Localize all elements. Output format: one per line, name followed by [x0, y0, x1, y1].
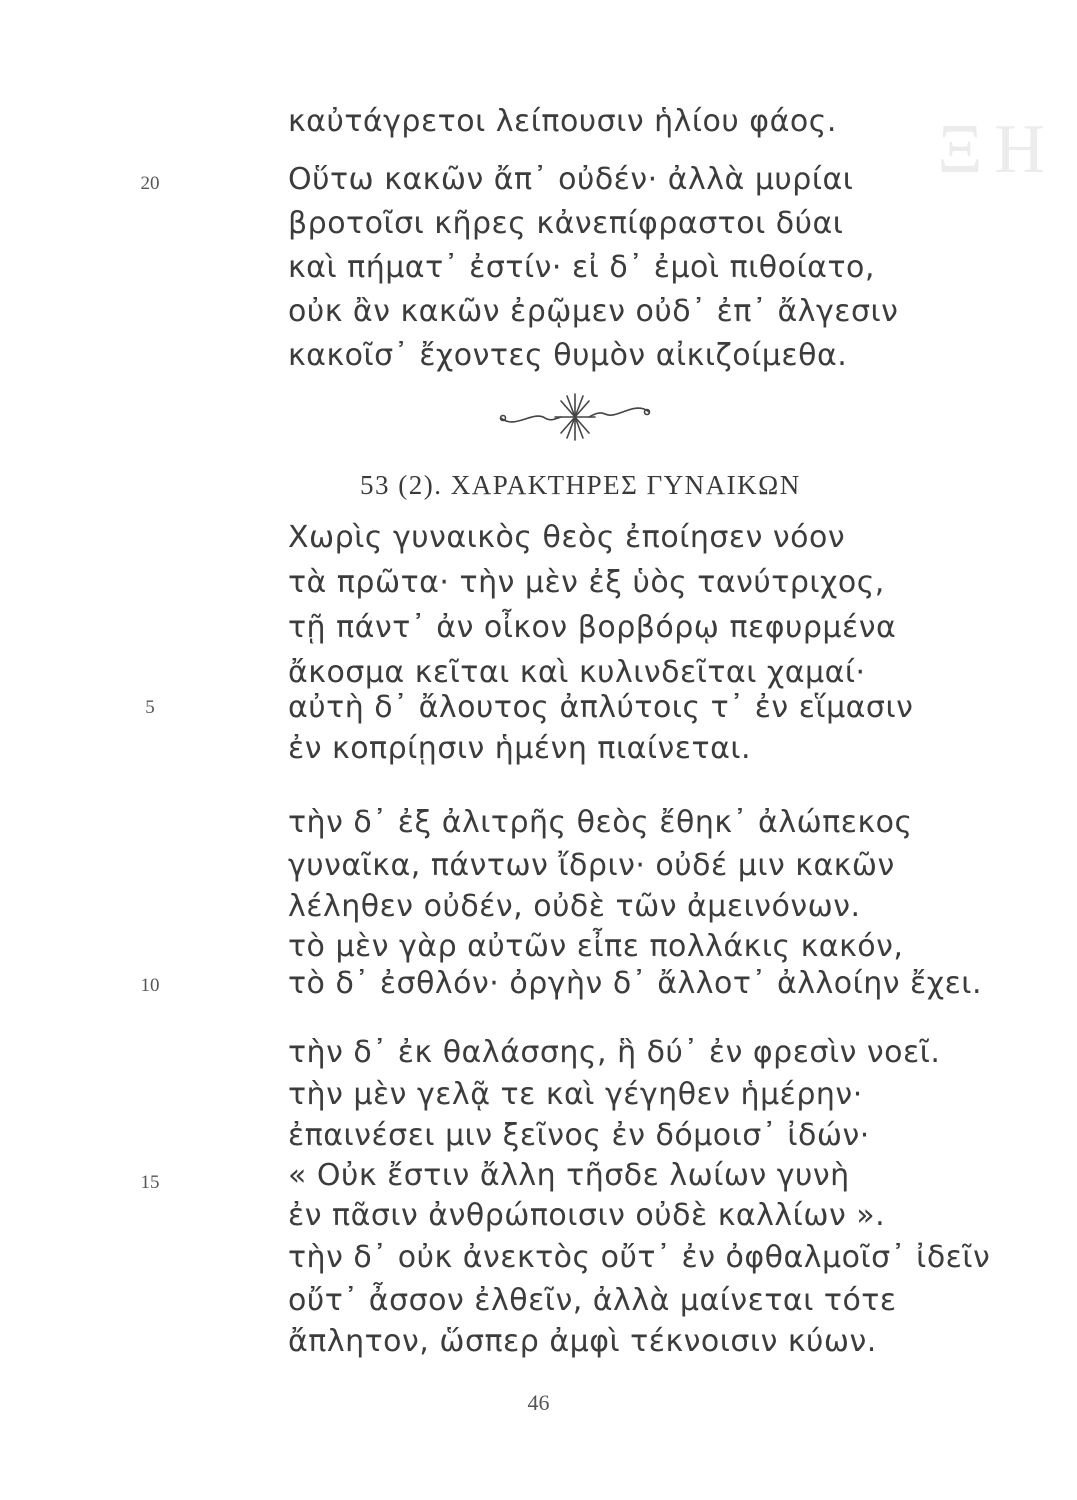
- page-number: 46: [527, 1390, 550, 1415]
- poem2-line-7: τὴν δ᾽ ἐξ ἀλιτρῆς θεὸς ἔθηκ᾽ ἀλώπεκος: [288, 805, 913, 840]
- poem2-line-3: τῇ πάντ᾽ ἀν οἶκον βορβόρῳ πεφυρμένα: [288, 610, 897, 645]
- line-number-5: 5: [145, 697, 155, 718]
- poem2-line-17: τὴν δ᾽ οὐκ ἀνεκτὸς οὔτ᾽ ἐν ὀφθαλμοῖσ᾽ ἰδεῖν: [288, 1240, 991, 1275]
- poem1-line-4: καὶ πήματ᾽ ἐστίν· εἰ δ᾽ ἐμοὶ πιθοίατο,: [288, 250, 875, 285]
- poem2-line-13: τὴν μὲν γελᾷ τε καὶ γέγηθεν ἡμέρην·: [288, 1077, 863, 1112]
- poem2-line-16: ἐν πᾶσιν ἀνθρώποισιν οὐδὲ καλλίων ».: [288, 1198, 886, 1233]
- poem2-line-2: τὰ πρῶτα· τὴν μὲν ἐξ ὑὸς τανύτριχος,: [288, 565, 885, 600]
- poem2-line-8: γυναῖκα, πάντων ἴδριν· οὐδέ μιν κακῶν: [288, 848, 895, 883]
- ornament-divider: [495, 388, 655, 448]
- poem2-line-14: ἐπαινέσει μιν ξεῖνος ἐν δόμοισ᾽ ἰδών·: [288, 1118, 870, 1153]
- poem2-line-9: λέληθεν οὐδέν, οὐδὲ τῶν ἀμεινόνων.: [288, 889, 861, 924]
- poem2-line-1: Χωρὶς γυναικὸς θεὸς ἐποίησεν νόον: [288, 520, 846, 555]
- line-number-15: 15: [140, 1172, 160, 1193]
- bleed-through-text: ΞΗ: [937, 111, 1057, 188]
- poem2-line-5: αὐτὴ δ᾽ ἄλουτος ἀπλύτοις τ᾽ ἐν εἵμασιν: [288, 690, 914, 725]
- poem1-line-1: καὐτάγρετοι λείπουσιν ἡλίου φάος.: [288, 104, 837, 139]
- poem2-line-10: τὸ μὲν γὰρ αὐτῶν εἶπε πολλάκις κακόν,: [288, 929, 904, 964]
- poem1-line-5: οὐκ ἂν κακῶν ἐρῷμεν οὐδ᾽ ἐπ᾽ ἄλγεσιν: [288, 294, 899, 329]
- poem1-line-6: κακοῖσ᾽ ἔχοντες θυμὸν αἰκιζοίμεθα.: [288, 338, 848, 373]
- section-heading: 53 (2). ΧΑΡΑΚΤΗΡΕΣ ΓΥΝΑΙΚΩΝ: [360, 470, 801, 500]
- line-number-10: 10: [140, 975, 160, 996]
- poem1-line-2: Οὕτω κακῶν ἄπ᾽ οὐδέν· ἀλλὰ μυρίαι: [288, 162, 854, 197]
- poem2-line-6: ἐν κοπρίῃσιν ἡμένη πιαίνεται.: [288, 731, 752, 766]
- poem2-line-15: « Οὐκ ἔστιν ἄλλη τῆσδε λωίων γυνὴ: [288, 1158, 850, 1193]
- poem2-line-19: ἄπλητον, ὥσπερ ἀμφὶ τέκνοισιν κύων.: [288, 1324, 877, 1359]
- poem2-line-12: τὴν δ᾽ ἐκ θαλάσσης, ἣ δύ᾽ ἐν φρεσὶν νοεῖ.: [288, 1035, 941, 1070]
- line-number-20: 20: [140, 173, 160, 194]
- poem2-line-4: ἄκοσμα κεῖται καὶ κυλινδεῖται χαμαί·: [288, 655, 866, 690]
- poem2-line-18: οὔτ᾽ ἆσσον ἐλθεῖν, ἀλλὰ μαίνεται τότε: [288, 1283, 897, 1318]
- poem2-line-11: τὸ δ᾽ ἐσθλόν· ὀργὴν δ᾽ ἄλλοτ᾽ ἀλλοίην ἔχει.: [288, 966, 982, 1001]
- poem1-line-3: βροτοῖσι κῆρες κἀνεπίφραστοι δύαι: [288, 206, 844, 241]
